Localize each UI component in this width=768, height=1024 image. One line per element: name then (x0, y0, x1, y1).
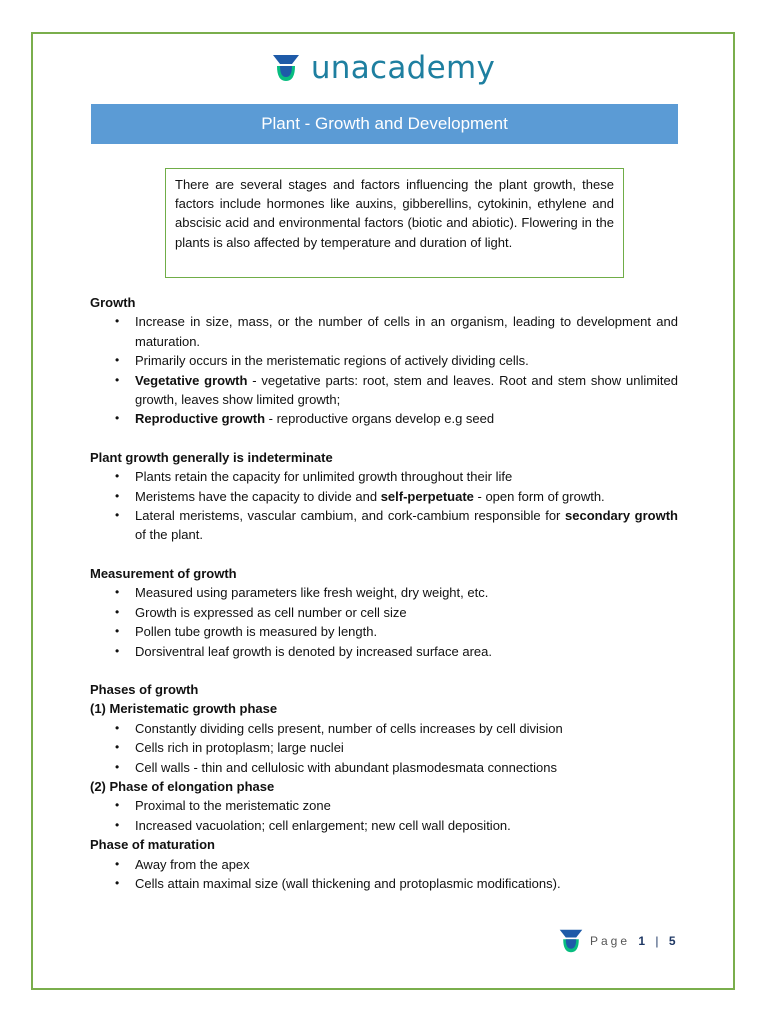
page-separator: | (655, 934, 659, 948)
page-number (590, 934, 676, 948)
list-item: • Measured using parameters like fresh weight, dry weight, etc. (90, 583, 678, 602)
current-page: 1 (638, 934, 646, 948)
list-item: • Dorsiventral leaf growth is denoted by increased surface area. (90, 642, 678, 661)
bullet-icon: • (115, 875, 120, 890)
unacademy-logo-icon (558, 928, 584, 954)
bullet-icon: • (115, 798, 120, 813)
page-title-banner (91, 104, 678, 144)
bullet-icon: • (115, 604, 120, 619)
bullet-icon: • (115, 643, 120, 658)
bullet-icon: • (115, 314, 120, 329)
list-item: • Cells rich in protoplasm; large nuclei (90, 738, 678, 757)
unacademy-logo-icon (271, 53, 301, 83)
page-label: Page (590, 934, 631, 948)
list-item: • Plants retain the capacity for unlimited growth throughout their life (90, 467, 678, 486)
indeterminate-list (90, 467, 678, 545)
bullet-icon: • (115, 585, 120, 600)
subheading-maturation: Phase of maturation (90, 837, 215, 853)
list-item: • Away from the apex (90, 855, 678, 874)
bullet-icon: • (115, 411, 120, 426)
list-item: • Lateral meristems, vascular cambium, and cork-cambium responsible for secondary growth of the plant. (115, 508, 678, 543)
list-item: • Vegetative growth - vegetative parts: root, stem and leaves. Root and stem show unlimited growth, leaves show limited growth; (115, 372, 679, 408)
total-pages: 5 (668, 934, 676, 948)
list-item: • Increase in size, mass, or the number of cells in an organism, leading to development and maturation. (115, 314, 678, 349)
growth-list (90, 312, 678, 428)
bullet-icon: • (115, 488, 120, 503)
list-item: • Increased vacuolation; cell enlargement; new cell wall deposition. (90, 816, 678, 835)
bullet-icon: • (115, 856, 120, 871)
main-content (90, 293, 678, 893)
list-item: • Proximal to the meristematic zone (90, 796, 678, 815)
list-item: • Meristems have the capacity to divide and self-perpetuate - open form of growth. (90, 487, 678, 506)
logo-text: unacademy (310, 50, 496, 86)
section-heading-measurement: Measurement of growth (90, 565, 237, 581)
measurement-list (90, 583, 678, 661)
subheading-elongation: (2) Phase of elongation phase (90, 778, 275, 794)
bullet-icon: • (115, 469, 120, 484)
section-heading-indeterminate: Plant growth generally is indeterminate (90, 449, 333, 465)
bullet-icon: • (115, 624, 120, 639)
meristematic-list (90, 719, 678, 777)
bullet-icon: • (115, 817, 120, 832)
bullet-icon: • (115, 720, 120, 735)
bullet-icon: • (115, 508, 120, 523)
section-heading-phases: Phases of growth (90, 681, 199, 697)
logo (0, 48, 768, 88)
intro-box (165, 168, 624, 278)
list-item: • Cell walls - thin and cellulosic with abundant plasmodesmata connections (90, 758, 678, 777)
page-title: Plant - Growth and Development (261, 114, 508, 133)
page-footer (558, 926, 676, 956)
list-item: • Pollen tube growth is measured by length. (90, 622, 678, 641)
list-item: • Growth is expressed as cell number or cell size (90, 603, 678, 622)
list-item: • Cells attain maximal size (wall thickening and protoplasmic modifications). (90, 874, 678, 893)
section-heading-growth: Growth (90, 295, 136, 310)
subheading-meristematic: (1) Meristematic growth phase (90, 701, 278, 717)
elongation-list (90, 796, 678, 835)
maturation-list (90, 855, 678, 894)
bullet-icon: • (115, 372, 120, 387)
list-item: • Primarily occurs in the meristematic regions of actively dividing cells. (90, 351, 678, 370)
list-item: • Constantly dividing cells present, number of cells increases by cell division (90, 719, 678, 738)
bullet-icon: • (115, 759, 120, 774)
bullet-icon: • (115, 353, 120, 368)
bullet-icon: • (115, 740, 120, 755)
intro-text: There are several stages and factors influencing the plant growth, these factors include hormones like auxins, gibberellins, cytokinin, ethylene and abscisic acid and environmental factors (biotic and abiotic). Flowering in the plants is also affected by temperature and duration of light. (175, 177, 614, 250)
list-item: • Reproductive growth - reproductive organs develop e.g seed (90, 409, 678, 428)
